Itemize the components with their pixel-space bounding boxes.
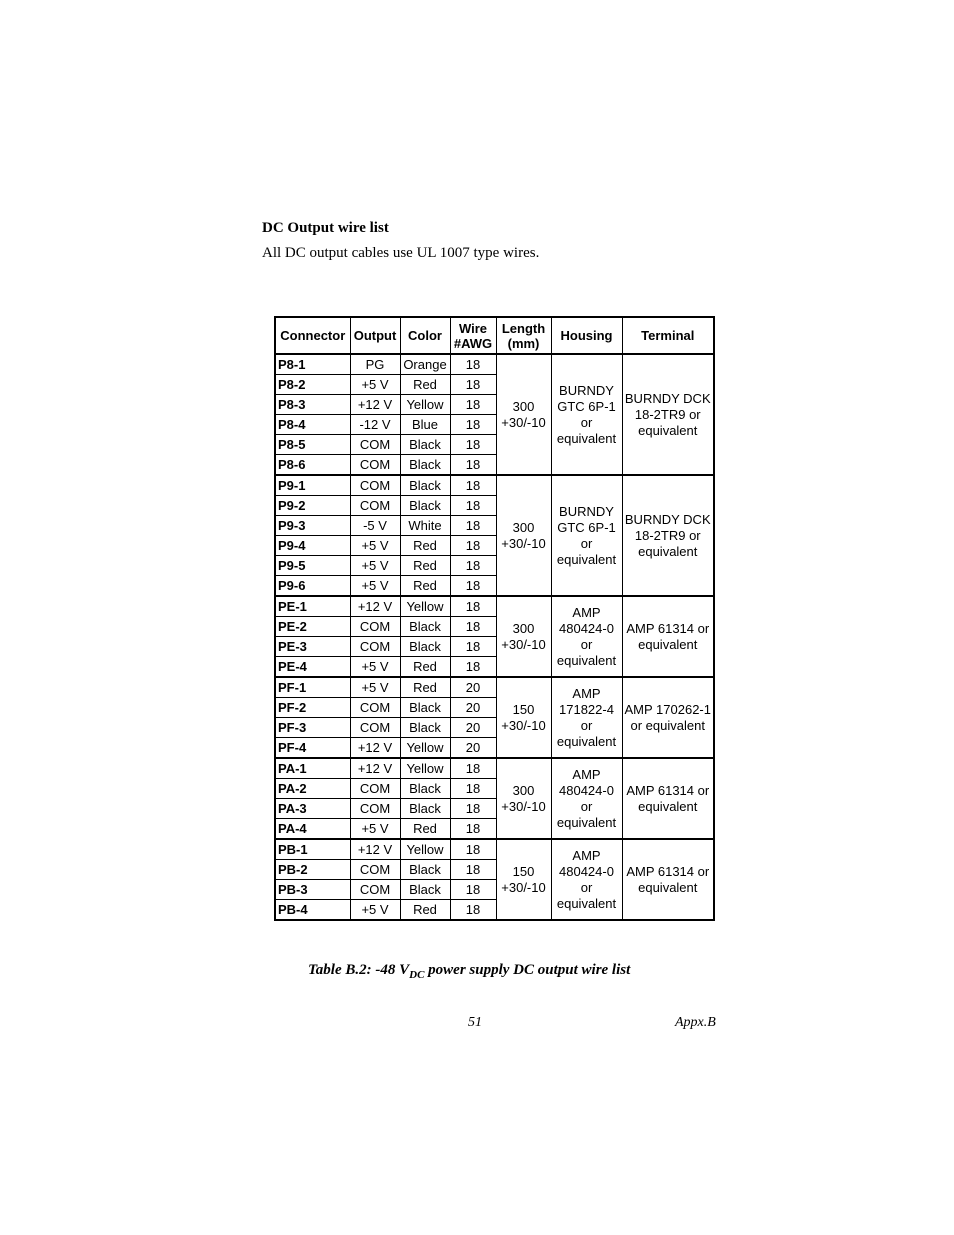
cell-awg: 18	[450, 637, 496, 657]
cell-awg: 20	[450, 738, 496, 759]
cell-awg: 18	[450, 860, 496, 880]
cell-color: Black	[400, 617, 450, 637]
cell-color: Red	[400, 900, 450, 921]
cell-output: COM	[350, 779, 400, 799]
cell-connector: P9-2	[275, 496, 350, 516]
cell-awg: 18	[450, 536, 496, 556]
cell-output: COM	[350, 455, 400, 476]
cell-awg: 18	[450, 799, 496, 819]
cell-terminal: AMP 170262-1 or equivalent	[622, 677, 714, 758]
cell-output: +12 V	[350, 839, 400, 860]
cell-awg: 18	[450, 496, 496, 516]
cell-output: +5 V	[350, 677, 400, 698]
cell-connector: PF-1	[275, 677, 350, 698]
cell-output: COM	[350, 617, 400, 637]
cell-connector: P9-5	[275, 556, 350, 576]
caption-subscript: DC	[409, 969, 425, 981]
cell-color: Orange	[400, 354, 450, 375]
cell-length: 300 +30/-10	[496, 758, 551, 839]
cell-output: COM	[350, 475, 400, 496]
page-number: 51	[468, 1015, 482, 1030]
cell-output: COM	[350, 435, 400, 455]
cell-connector: PF-2	[275, 698, 350, 718]
cell-color: Red	[400, 677, 450, 698]
cell-output: +5 V	[350, 657, 400, 678]
cell-output: COM	[350, 860, 400, 880]
cell-awg: 18	[450, 375, 496, 395]
cell-connector: PB-1	[275, 839, 350, 860]
cell-color: Yellow	[400, 839, 450, 860]
cell-connector: P8-3	[275, 395, 350, 415]
cell-terminal: AMP 61314 or equivalent	[622, 839, 714, 920]
cell-terminal: AMP 61314 or equivalent	[622, 596, 714, 677]
cell-output: +5 V	[350, 536, 400, 556]
cell-awg: 18	[450, 354, 496, 375]
cell-output: -12 V	[350, 415, 400, 435]
cell-length: 300 +30/-10	[496, 596, 551, 677]
cell-connector: PB-4	[275, 900, 350, 921]
section-intro: All DC output cables use UL 1007 type wires.	[262, 245, 540, 261]
cell-connector: PE-3	[275, 637, 350, 657]
header-output: Output	[350, 317, 400, 354]
cell-color: Yellow	[400, 758, 450, 779]
cell-color: Black	[400, 637, 450, 657]
cell-color: Black	[400, 455, 450, 476]
cell-length: 150 +30/-10	[496, 677, 551, 758]
header-wire-awg: Wire #AWG	[450, 317, 496, 354]
table-body	[275, 354, 714, 920]
cell-color: Black	[400, 799, 450, 819]
cell-output: +5 V	[350, 576, 400, 597]
cell-awg: 18	[450, 819, 496, 840]
cell-connector: PE-1	[275, 596, 350, 617]
cell-connector: P9-3	[275, 516, 350, 536]
cell-connector: PE-2	[275, 617, 350, 637]
cell-housing: AMP 480424-0 or equivalent	[551, 839, 622, 920]
cell-color: Red	[400, 819, 450, 840]
cell-color: Yellow	[400, 596, 450, 617]
cell-awg: 18	[450, 779, 496, 799]
cell-awg: 18	[450, 839, 496, 860]
cell-connector: P8-2	[275, 375, 350, 395]
cell-connector: PE-4	[275, 657, 350, 678]
cell-color: Red	[400, 536, 450, 556]
cell-color: Black	[400, 880, 450, 900]
cell-awg: 18	[450, 556, 496, 576]
cell-awg: 20	[450, 698, 496, 718]
cell-connector: PB-3	[275, 880, 350, 900]
cell-color: Black	[400, 698, 450, 718]
cell-connector: PA-4	[275, 819, 350, 840]
cell-awg: 18	[450, 758, 496, 779]
section-heading: DC Output wire list	[262, 220, 389, 236]
cell-connector: PF-3	[275, 718, 350, 738]
table-row	[275, 758, 714, 779]
cell-output: COM	[350, 799, 400, 819]
cell-connector: P8-5	[275, 435, 350, 455]
cell-awg: 20	[450, 718, 496, 738]
cell-output: +5 V	[350, 375, 400, 395]
cell-connector: P9-1	[275, 475, 350, 496]
cell-housing: AMP 480424-0 or equivalent	[551, 758, 622, 839]
cell-color: Black	[400, 860, 450, 880]
cell-awg: 18	[450, 395, 496, 415]
table-row	[275, 354, 714, 375]
caption-prefix: Table B.2: -48 V	[308, 962, 410, 978]
cell-output: +12 V	[350, 596, 400, 617]
cell-connector: P9-6	[275, 576, 350, 597]
table-row	[275, 596, 714, 617]
header-terminal: Terminal	[622, 317, 714, 354]
cell-awg: 18	[450, 475, 496, 496]
cell-color: Black	[400, 779, 450, 799]
table-row	[275, 839, 714, 860]
table-row	[275, 475, 714, 496]
cell-awg: 18	[450, 435, 496, 455]
cell-awg: 18	[450, 596, 496, 617]
cell-awg: 18	[450, 455, 496, 476]
cell-length: 300 +30/-10	[496, 354, 551, 475]
cell-awg: 18	[450, 900, 496, 921]
cell-length: 300 +30/-10	[496, 475, 551, 596]
header-connector: Connector	[275, 317, 350, 354]
header-length: Length (mm)	[496, 317, 551, 354]
cell-color: Black	[400, 496, 450, 516]
cell-terminal: AMP 61314 or equivalent	[622, 758, 714, 839]
cell-terminal: BURNDY DCK 18-2TR9 or equivalent	[622, 354, 714, 475]
cell-output: COM	[350, 496, 400, 516]
cell-output: +5 V	[350, 900, 400, 921]
cell-output: +5 V	[350, 556, 400, 576]
cell-housing: AMP 480424-0 or equivalent	[551, 596, 622, 677]
cell-output: COM	[350, 718, 400, 738]
cell-color: Red	[400, 576, 450, 597]
cell-output: +12 V	[350, 758, 400, 779]
cell-output: +12 V	[350, 395, 400, 415]
cell-awg: 18	[450, 617, 496, 637]
cell-color: Black	[400, 475, 450, 496]
cell-color: Blue	[400, 415, 450, 435]
cell-awg: 18	[450, 657, 496, 678]
cell-color: Red	[400, 375, 450, 395]
table-header-row	[275, 317, 714, 354]
cell-awg: 18	[450, 516, 496, 536]
cell-connector: P9-4	[275, 536, 350, 556]
cell-connector: P8-6	[275, 455, 350, 476]
cell-awg: 18	[450, 576, 496, 597]
header-housing: Housing	[551, 317, 622, 354]
cell-housing: AMP 171822-4 or equivalent	[551, 677, 622, 758]
cell-terminal: BURNDY DCK 18-2TR9 or equivalent	[622, 475, 714, 596]
cell-connector: PF-4	[275, 738, 350, 759]
cell-output: COM	[350, 880, 400, 900]
cell-color: Black	[400, 718, 450, 738]
cell-connector: PA-3	[275, 799, 350, 819]
cell-color: Red	[400, 657, 450, 678]
cell-color: Yellow	[400, 395, 450, 415]
header-color: Color	[400, 317, 450, 354]
dc-output-wire-table	[274, 316, 715, 921]
cell-awg: 20	[450, 677, 496, 698]
cell-awg: 18	[450, 415, 496, 435]
cell-output: -5 V	[350, 516, 400, 536]
cell-awg: 18	[450, 880, 496, 900]
cell-output: PG	[350, 354, 400, 375]
appendix-label: Appx.B	[675, 1015, 716, 1030]
cell-housing: BURNDY GTC 6P-1 or equivalent	[551, 354, 622, 475]
table-caption	[308, 962, 630, 981]
table-row	[275, 677, 714, 698]
cell-color: Black	[400, 435, 450, 455]
cell-length: 150 +30/-10	[496, 839, 551, 920]
caption-suffix: power supply DC output wire list	[424, 962, 631, 978]
cell-output: +5 V	[350, 819, 400, 840]
cell-color: Red	[400, 556, 450, 576]
cell-connector: P8-4	[275, 415, 350, 435]
cell-color: White	[400, 516, 450, 536]
cell-output: +12 V	[350, 738, 400, 759]
cell-housing: BURNDY GTC 6P-1 or equivalent	[551, 475, 622, 596]
cell-connector: PA-2	[275, 779, 350, 799]
cell-connector: PB-2	[275, 860, 350, 880]
cell-output: COM	[350, 698, 400, 718]
cell-output: COM	[350, 637, 400, 657]
cell-connector: P8-1	[275, 354, 350, 375]
cell-color: Yellow	[400, 738, 450, 759]
cell-connector: PA-1	[275, 758, 350, 779]
